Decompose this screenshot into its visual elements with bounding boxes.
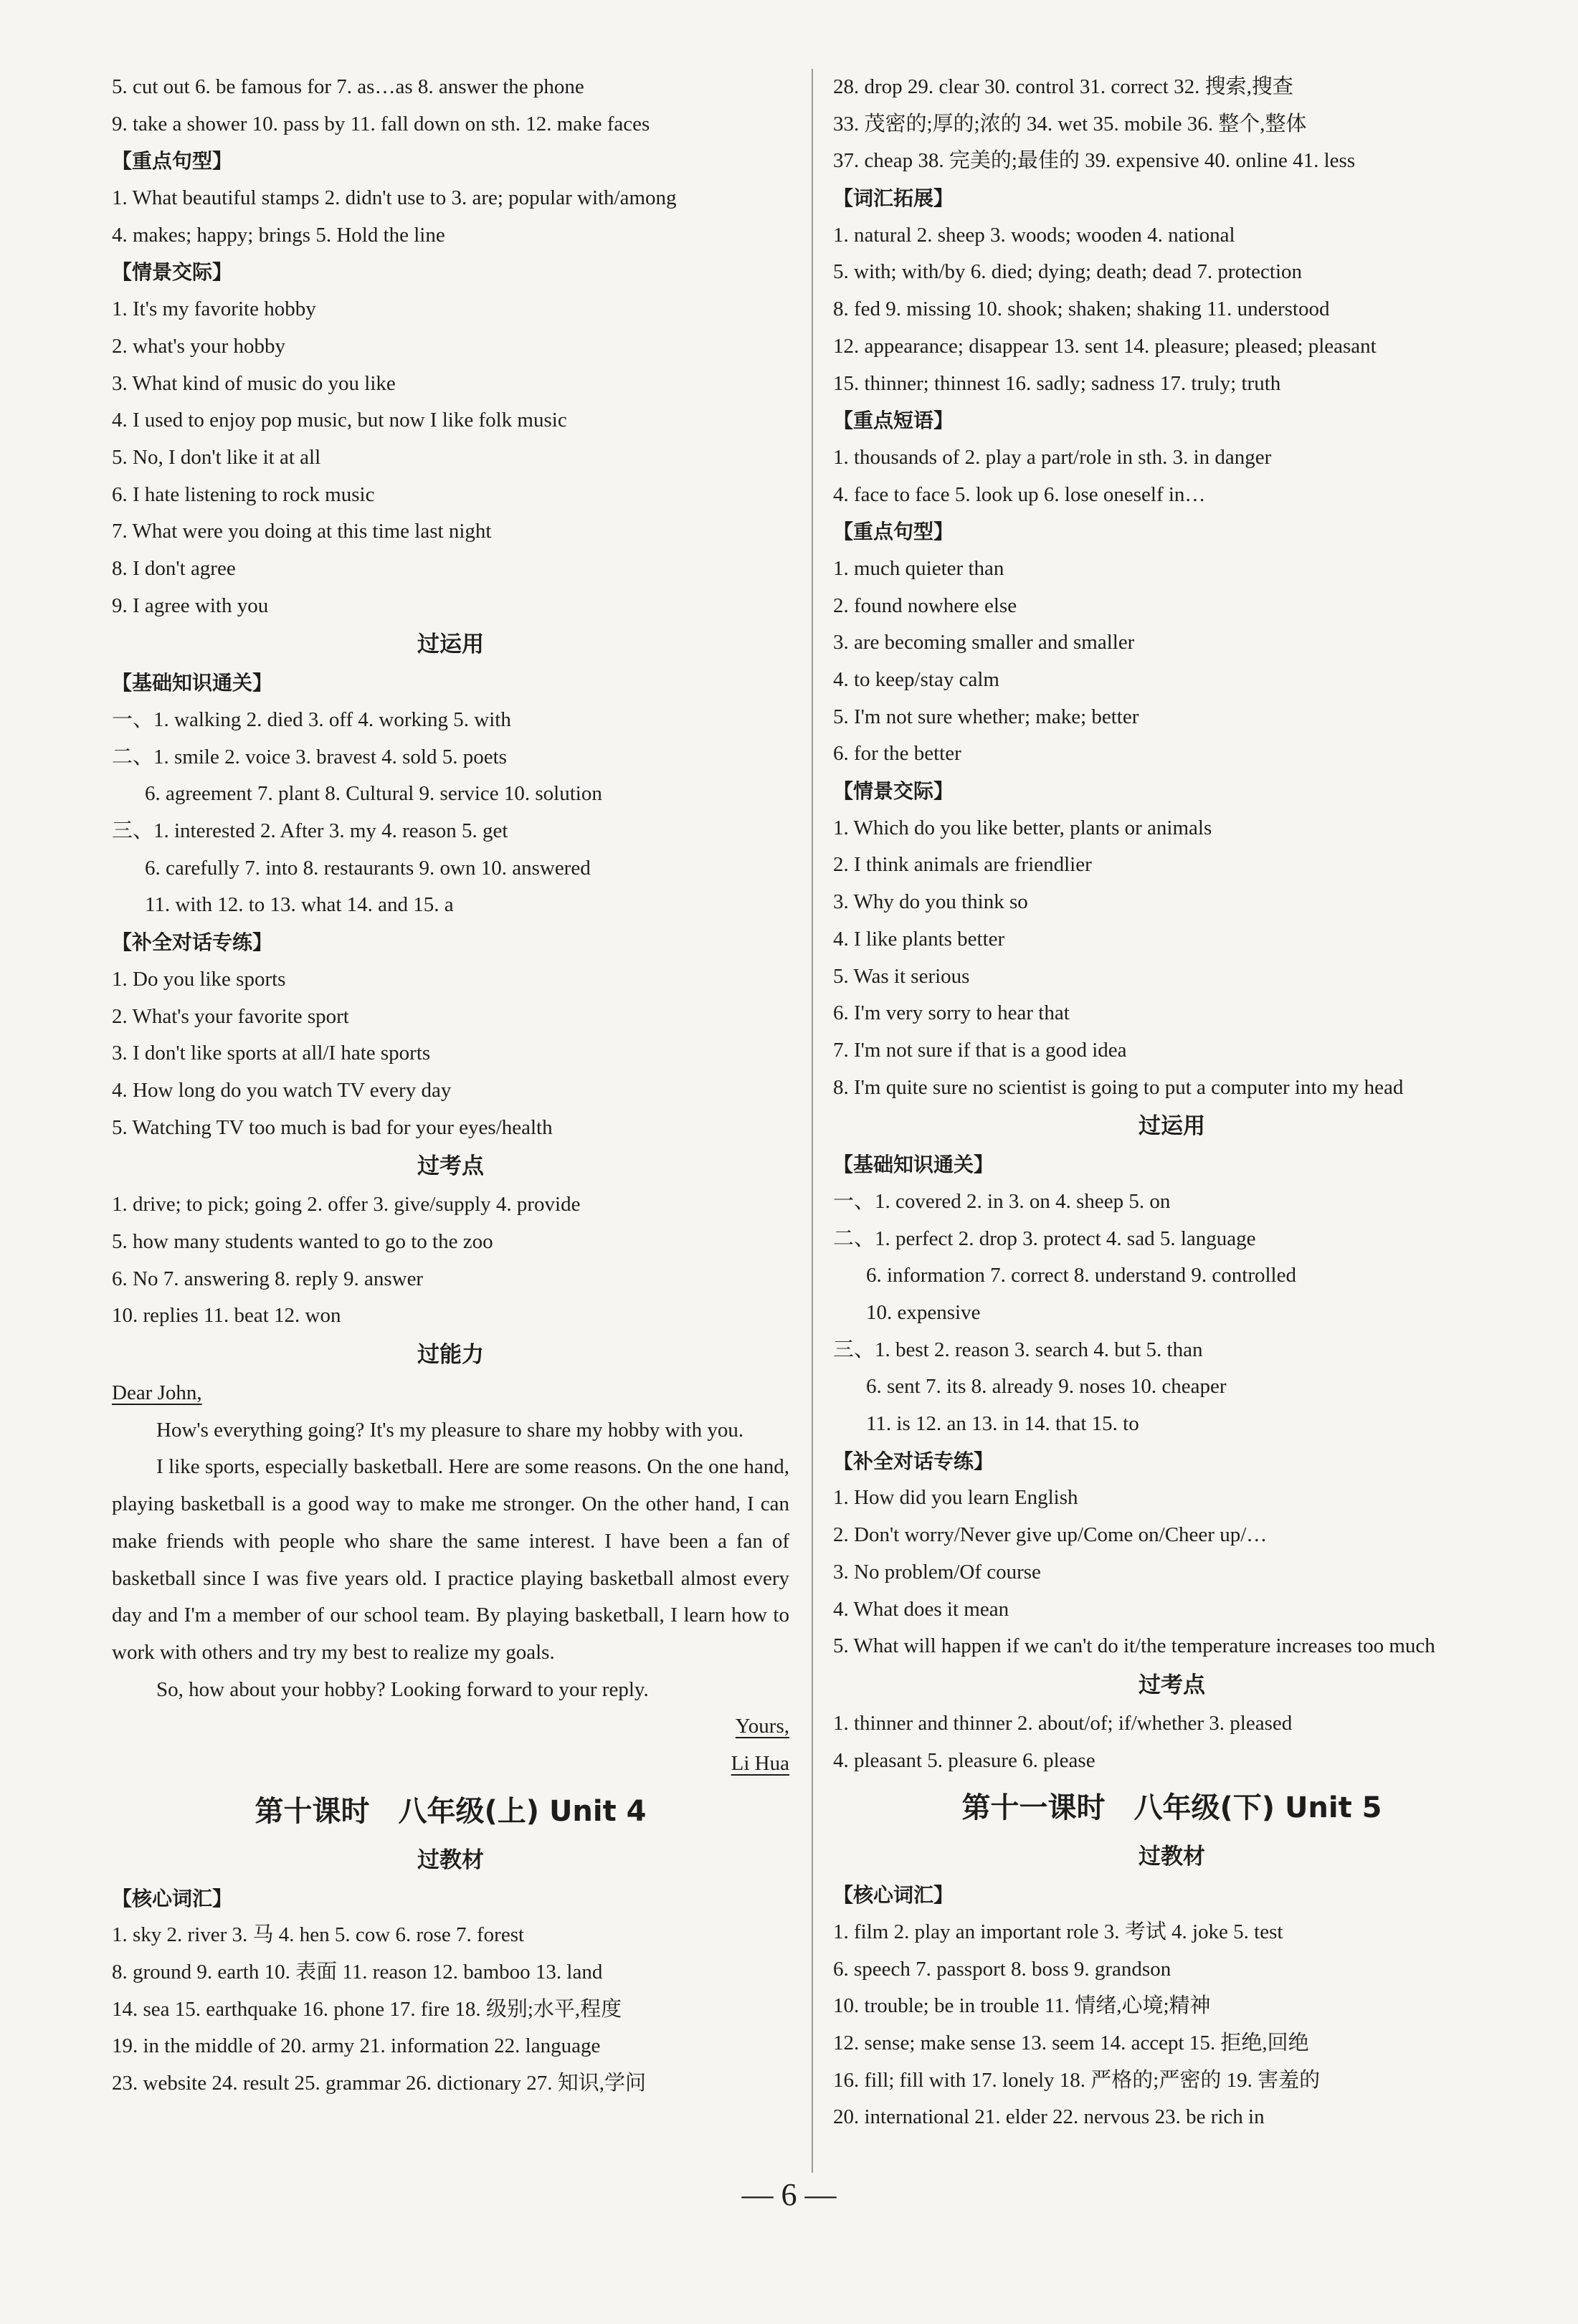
lesson-title: 第十一课时 八年级(下) Unit 5 <box>961 1791 1382 1825</box>
subsection-heading: 过运用 <box>1139 1113 1205 1140</box>
subsection-heading: 过教材 <box>417 1847 484 1873</box>
subsection-heading: 过运用 <box>417 632 484 658</box>
answer-line: 16. fill; fill with 17. lonely 18. 严格的;严密的 19. 害羞的 <box>833 2068 1321 2092</box>
answer-line: 3. are becoming smaller and smaller <box>833 631 1135 654</box>
answer-line: 三、1. interested 2. After 3. my 4. reason 5. get <box>112 819 508 843</box>
letter-signature-text: Li Hua <box>731 1752 789 1775</box>
answer-line: 二、1. smile 2. voice 3. bravest 4. sold 5. poets <box>112 745 507 768</box>
answer-line: 2. What's your favorite sport <box>112 1004 349 1028</box>
answer-line: 14. sea 15. earthquake 16. phone 17. fire 18. 级别;水平,程度 <box>112 1997 622 2021</box>
answer-line: 5. Watching TV too much is bad for your eyes/health <box>112 1115 553 1139</box>
answer-line: 4. How long do you watch TV every day <box>112 1078 452 1102</box>
left-column <box>112 69 789 2102</box>
lesson-title: 第十课时 八年级(上) Unit 4 <box>255 1794 647 1828</box>
letter-paragraph: So, how about your hobby? Looking forward to your reply. <box>156 1677 649 1701</box>
answer-line: 2. I think animals are friendlier <box>833 853 1092 877</box>
answer-line: 15. thinner; thinnest 16. sadly; sadness 17. truly; truth <box>833 371 1281 395</box>
answer-line: 6. agreement 7. plant 8. Cultural 9. service 10. solution <box>145 782 602 806</box>
answer-line: 5. Was it serious <box>833 964 970 988</box>
section-title: 【重点句型】 <box>833 520 954 544</box>
answer-line: 1. It's my favorite hobby <box>112 297 316 321</box>
answer-line: 5. What will happen if we can't do it/the temperature increases too much <box>833 1634 1435 1658</box>
section-title: 【补全对话专练】 <box>833 1449 994 1473</box>
answer-line: 12. sense; make sense 13. seem 14. accept 15. 拒绝,回绝 <box>833 2032 1309 2054</box>
section-title: 【情景交际】 <box>112 260 233 285</box>
letter-greeting-text: Dear John, <box>112 1381 202 1404</box>
subsection-heading: 过能力 <box>417 1342 484 1368</box>
answer-line: 19. in the middle of 20. army 21. information 22. language <box>112 2034 601 2058</box>
answer-line: 1. thinner and thinner 2. about/of; if/whether 3. pleased <box>833 1711 1293 1735</box>
page-number: — 6 — <box>741 2177 837 2212</box>
answer-line: 7. What were you doing at this time last night <box>112 520 492 543</box>
answer-line: 4. What does it mean <box>833 1597 1009 1621</box>
answer-line: 12. appearance; disappear 13. sent 14. pleasure; pleased; pleasant <box>833 334 1377 358</box>
letter-paragraph: How's everything going? It's my pleasure to share my hobby with you. <box>156 1418 744 1442</box>
answer-line: 3. I don't like sports at all/I hate sports <box>112 1042 431 1065</box>
answer-line: 6. speech 7. passport 8. boss 9. grandson <box>833 1957 1171 1981</box>
subsection-heading: 过教材 <box>1139 1844 1205 1870</box>
answer-line: 6. for the better <box>833 742 961 766</box>
answer-line: 1. much quieter than <box>833 556 1004 580</box>
subsection-heading: 过考点 <box>1139 1672 1205 1698</box>
section-title: 【词汇拓展】 <box>833 186 954 211</box>
column-divider <box>812 69 813 2173</box>
answer-line: 4. face to face 5. look up 6. lose oneself in… <box>833 482 1206 506</box>
answer-line: 4. makes; happy; brings 5. Hold the line <box>112 223 445 247</box>
answer-line: 3. Why do you think so <box>833 890 1028 914</box>
answer-line: 3. No problem/Of course <box>833 1560 1041 1584</box>
answer-line: 1. How did you learn English <box>833 1486 1078 1510</box>
answer-line: 1. Which do you like better, plants or animals <box>833 816 1212 839</box>
answer-line: 6. information 7. correct 8. understand 9. controlled <box>866 1264 1296 1287</box>
answer-line: 3. What kind of music do you like <box>112 371 396 395</box>
section-title: 【核心词汇】 <box>833 1883 954 1908</box>
section-title: 【基础知识通关】 <box>833 1153 994 1177</box>
answer-line: 1. sky 2. river 3. 马 4. hen 5. cow 6. rose 7. forest <box>112 1923 525 1947</box>
answer-line: 28. drop 29. clear 30. control 31. correct 32. 搜索,搜查 <box>833 75 1293 98</box>
answer-line: 6. sent 7. its 8. already 9. noses 10. cheaper <box>866 1375 1227 1399</box>
letter-paragraph: I like sports, especially basketball. Here are some reasons. On the one hand, playing basketball is a good way to make me stronger. On the other hand, I can make friends with people who share the same interest. I have been a fan of basketball since I was five years old. I practice playing basketball almost every day and I'm a member of our school team. By playing basketball, I learn how to work with others and try my best to realize my goals. <box>112 1455 789 1664</box>
section-title: 【基础知识通关】 <box>112 671 273 695</box>
answer-line: 8. I don't agree <box>112 556 236 580</box>
answer-line: 6. I hate listening to rock music <box>112 482 375 506</box>
answer-line: 9. I agree with you <box>112 594 269 617</box>
answer-line: 1. drive; to pick; going 2. offer 3. give/supply 4. provide <box>112 1193 581 1216</box>
letter-closing <box>112 1708 789 1746</box>
answer-line: 4. pleasant 5. pleasure 6. please <box>833 1748 1095 1772</box>
section-title: 【核心词汇】 <box>112 1886 233 1910</box>
answer-line: 2. Don't worry/Never give up/Come on/Cheer up/… <box>833 1523 1268 1547</box>
subsection-heading: 过考点 <box>417 1153 484 1180</box>
answer-line: 5. how many students wanted to go to the zoo <box>112 1229 493 1253</box>
answer-line: 2. found nowhere else <box>833 594 1017 617</box>
section-title: 【情景交际】 <box>833 779 954 804</box>
answer-line: 23. website 24. result 25. grammar 26. dictionary 27. 知识,学问 <box>112 2072 647 2095</box>
answer-line: 37. cheap 38. 完美的;最佳的 39. expensive 40. online 41. less <box>833 149 1356 173</box>
letter-closing-text: Yours, <box>735 1715 789 1738</box>
answer-line: 4. to keep/stay calm <box>833 668 999 691</box>
answer-line: 8. fed 9. missing 10. shook; shaken; shaking 11. understood <box>833 297 1330 321</box>
answer-line: 6. No 7. answering 8. reply 9. answer <box>112 1267 424 1290</box>
answer-line: 4. I like plants better <box>833 927 1005 951</box>
answer-line: 1. thousands of 2. play a part/role in sth. 3. in danger <box>833 445 1272 469</box>
answer-line: 33. 茂密的;厚的;浓的 34. wet 35. mobile 36. 整个,整体 <box>833 112 1307 135</box>
answer-line: 5. No, I don't like it at all <box>112 445 321 469</box>
section-title: 【补全对话专练】 <box>112 930 273 955</box>
letter-signature <box>112 1746 789 1783</box>
answer-line: 4. I used to enjoy pop music, but now I like folk music <box>112 409 567 432</box>
answer-line: 6. carefully 7. into 8. restaurants 9. own 10. answered <box>145 856 591 880</box>
answer-line: 8. ground 9. earth 10. 表面 11. reason 12. bamboo 13. land <box>112 1961 603 1984</box>
answer-line: 8. I'm quite sure no scientist is going to put a computer into my head <box>833 1075 1404 1099</box>
answer-line: 7. I'm not sure if that is a good idea <box>833 1038 1127 1062</box>
section-title: 【重点句型】 <box>112 149 233 173</box>
answer-line: 1. Do you like sports <box>112 967 286 991</box>
answer-line: 5. cut out 6. be famous for 7. as…as 8. answer the phone <box>112 75 584 98</box>
answer-line: 1. film 2. play an important role 3. 考试 4. joke 5. test <box>833 1920 1283 1943</box>
answer-line: 10. trouble; be in trouble 11. 情绪,心境;精神 <box>833 1994 1211 2018</box>
answer-line: 一、1. covered 2. in 3. on 4. sheep 5. on <box>833 1189 1171 1213</box>
answer-line: 三、1. best 2. reason 3. search 4. but 5. than <box>833 1338 1203 1361</box>
answer-line: 5. with; with/by 6. died; dying; death; dead 7. protection <box>833 260 1303 284</box>
answer-line: 二、1. perfect 2. drop 3. protect 4. sad 5. language <box>833 1227 1256 1250</box>
section-title: 【重点短语】 <box>833 409 954 433</box>
answer-line: 9. take a shower 10. pass by 11. fall down on sth. 12. make faces <box>112 112 650 135</box>
answer-line: 20. international 21. elder 22. nervous 23. be rich in <box>833 2105 1265 2129</box>
answer-line: 2. what's your hobby <box>112 334 286 358</box>
answer-line: 6. I'm very sorry to hear that <box>833 1001 1070 1025</box>
right-column <box>833 69 1511 2136</box>
answer-line: 10. expensive <box>866 1301 981 1324</box>
answer-line: 1. What beautiful stamps 2. didn't use to 3. are; popular with/among <box>112 186 677 210</box>
answer-line: 1. natural 2. sheep 3. woods; wooden 4. national <box>833 223 1235 247</box>
answer-line: 5. I'm not sure whether; make; better <box>833 705 1139 728</box>
answer-line: 11. is 12. an 13. in 14. that 15. to <box>866 1412 1139 1436</box>
answer-line: 10. replies 11. beat 12. won <box>112 1304 341 1328</box>
answer-line: 11. with 12. to 13. what 14. and 15. a <box>145 893 454 917</box>
answer-line: 一、1. walking 2. died 3. off 4. working 5. with <box>112 708 511 731</box>
letter-greeting <box>112 1375 789 1412</box>
